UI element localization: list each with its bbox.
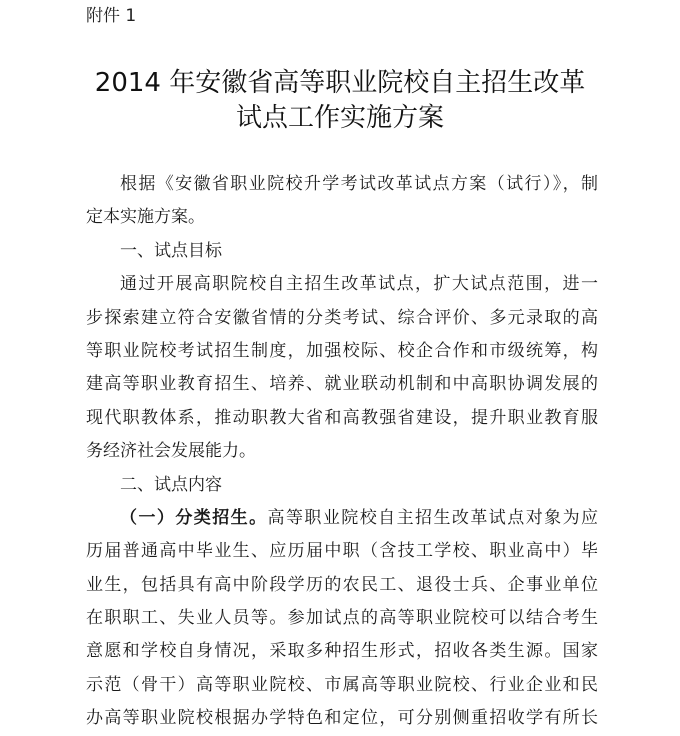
section-heading-goals: 一、试点目标 [120, 240, 222, 261]
content-paragraph-line: 办高等职业院校根据办学特色和定位，可分别侧重招收学有所长 [86, 708, 598, 729]
content-paragraph-line: 业生，包括具有高中阶段学历的农民工、退役士兵、企事业单位 [86, 574, 598, 595]
content-paragraph-line: 示范（骨干）高等职业院校、市属高等职业院校、行业企业和民 [86, 674, 598, 695]
document-title-line-1: 2014 年安徽省高等职业院校自主招生改革 [94, 68, 586, 98]
goals-paragraph-line: 等职业院校考试招生制度，加强校际、校企合作和市级统筹，构 [86, 340, 598, 361]
document-title-line-2: 试点工作实施方案 [235, 103, 444, 133]
content-paragraph-line: 在职职工、失业人员等。参加试点的高等职业院校可以结合考生 [86, 608, 598, 629]
attachment-label: 附件 1 [86, 6, 137, 26]
content-paragraph-text: 高等职业院校自主招生改革试点对象为应 [267, 507, 598, 528]
section-heading-content: 二、试点内容 [120, 474, 222, 495]
goals-paragraph-line: 步探索建立符合安徽省情的分类考试、综合评价、多元录取的高 [86, 307, 598, 328]
intro-paragraph-line: 定本实施方案。 [86, 207, 205, 228]
content-paragraph-line: 意愿和学校自身情况，采取多种招生形式，招收各类生源。国家 [86, 641, 598, 662]
content-paragraph-line: 历届普通高中毕业生、应历届中职（含技工学校、职业高中）毕 [86, 541, 598, 562]
goals-paragraph-line: 建高等职业教育招生、培养、就业联动机制和中高职协调发展的 [86, 374, 598, 395]
document-body [86, 168, 598, 736]
goals-paragraph-line: 务经济社会发展能力。 [86, 441, 256, 462]
goals-paragraph-line: 现代职教体系，推动职教大省和高教强省建设，提升职业教育服 [86, 407, 598, 428]
goals-paragraph-line: 通过开展高职院校自主招生改革试点，扩大试点范围，进一 [120, 274, 598, 295]
intro-paragraph-line: 根据《安徽省职业院校升学考试改革试点方案（试行）》，制 [120, 174, 598, 194]
subsection-lead-classified-enrollment: （一）分类招生。 [120, 507, 268, 528]
content-paragraph-first-line [86, 502, 598, 535]
